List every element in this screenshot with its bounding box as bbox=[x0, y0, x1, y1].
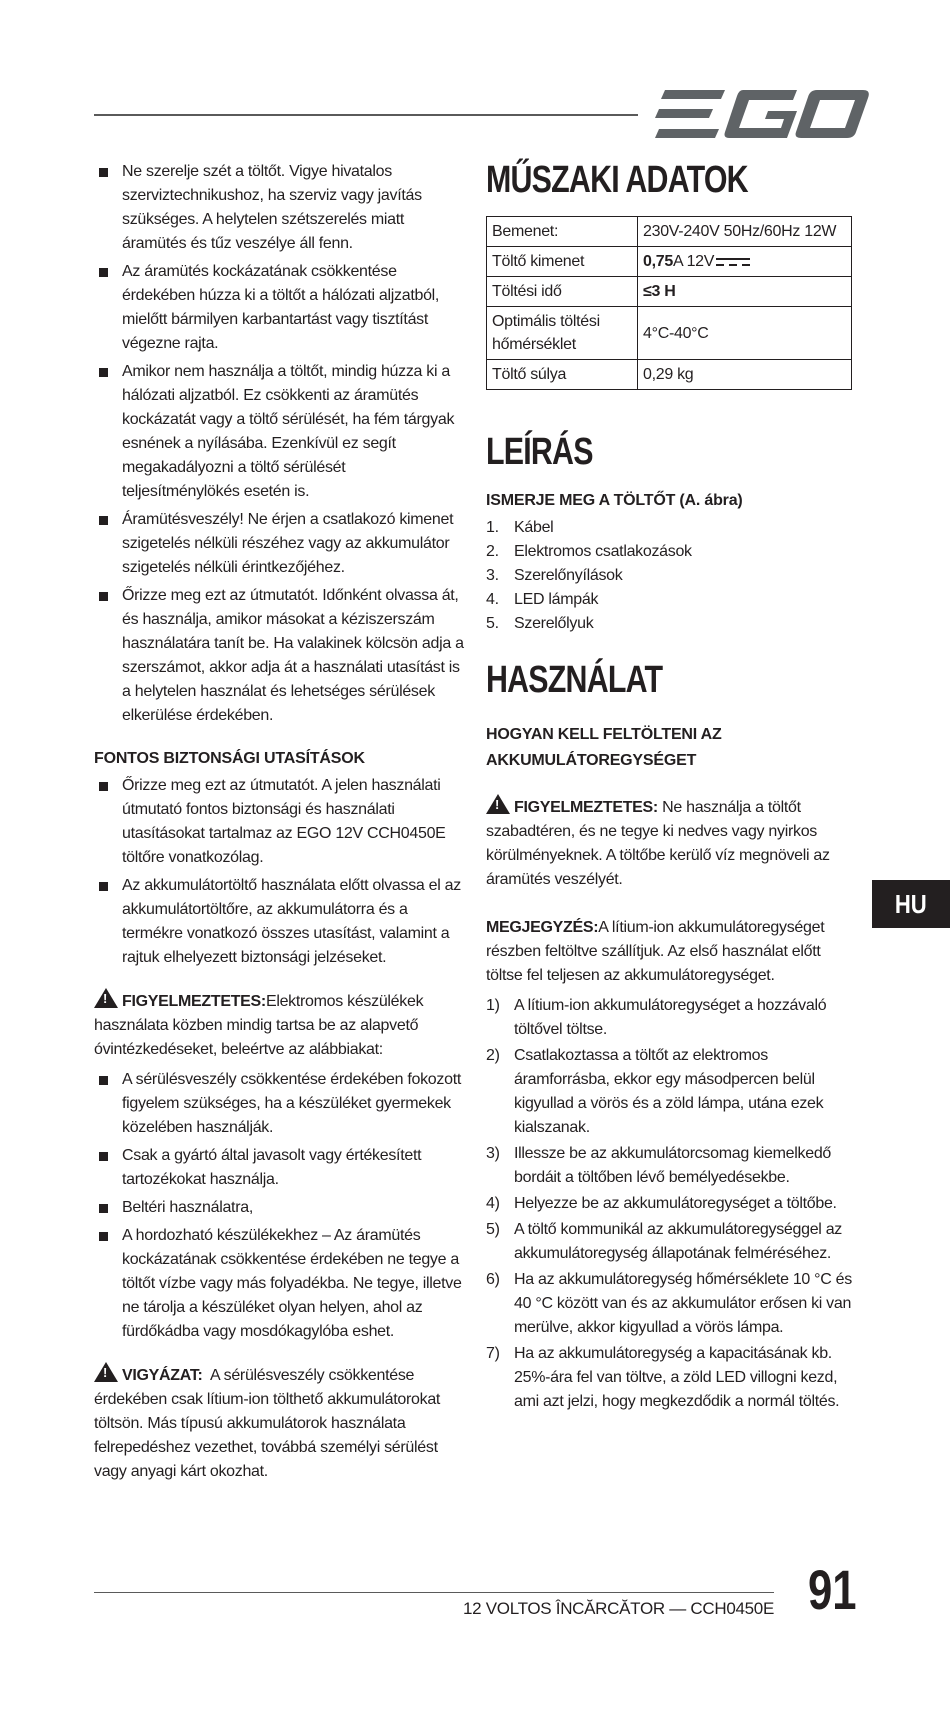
item-text: A töltő kommunikál az akkumulátoregységgel az akkumulátoregység állapotának felméréséhez. bbox=[514, 1221, 843, 1262]
item-text: Szerelőlyuk bbox=[514, 615, 594, 632]
note-label: MEGJEGYZÉS: bbox=[486, 919, 599, 936]
item-text: A lítium-ion akkumulátoregységet a hozzávaló töltővel töltse. bbox=[514, 997, 827, 1038]
spec-value: 230V-240V 50Hz/60Hz 12W bbox=[638, 217, 852, 247]
spec-value: 4°C-40°C bbox=[638, 307, 852, 360]
warning-text: Ne használja a töltőt szabadtéren, és ne tegye ki nedves vagy nyirkos körülményeknek. A töltőbe kerülő víz megnöveli az áramütés veszélyét. bbox=[486, 799, 830, 888]
bullet-item: Amikor nem használja a töltőt, mindig húzza ki a hálózati aljzatból. Ez csökkenti az áramütés kockázatát vagy a töltő sérülését, ha fém tárgyak esnének a nyílásába. Ezenkívül ez segít megakadályozni a töltő sérülését teljesítménylökés esetén is. bbox=[94, 360, 464, 504]
bullet-item: Őrizze meg ezt az útmutatót. Időnként olvassa át, és használja, amikor másokat a kéziszerszám használatára tanít be. Ha valakinek kölcsön adja a szerszámot, akkor adja át a használati utasítást is a helytelen használat és lehetséges sérülések elkerülése érdekében. bbox=[94, 584, 464, 728]
numbered-item bbox=[486, 1192, 856, 1216]
numbered-item bbox=[486, 540, 856, 564]
item-number: 2) bbox=[486, 1047, 500, 1064]
bullet-item: A hordozható készülékekhez – Az áramütés kockázatának csökkentése érdekében ne tegye a töltőt vízbe vagy más folyadékba. Ne tegye, illetve ne tárolja a készüléket olyan helyen, ahol az fürdőkádba vagy mosdókagylóba eshet. bbox=[94, 1224, 464, 1344]
numbered-item bbox=[486, 1218, 856, 1266]
specs-title: MŰSZAKI ADATOK bbox=[486, 159, 748, 201]
spec-key: Optimális töltési hőmérséklet bbox=[487, 307, 638, 360]
warning-paragraph bbox=[94, 988, 464, 1062]
dc-symbol-icon bbox=[716, 256, 750, 268]
caution-icon bbox=[94, 1362, 118, 1382]
spec-value bbox=[638, 247, 852, 277]
numbered-item bbox=[486, 564, 856, 588]
bullet-item: A sérülésveszély csökkentése érdekében fokozott figyelem szükséges, ha a készüléket gyermekek közelében használják. bbox=[94, 1068, 464, 1140]
item-text: Csatlakoztassa a töltőt az elektromos áramforrásba, ekkor egy másodpercen belül kigyullad a vörös és a zöld lámpa, utána ezek kialszanak. bbox=[514, 1047, 824, 1136]
spec-value-text: A 12V bbox=[672, 253, 715, 270]
bullet-item: Áramütésveszély! Ne érjen a csatlakozó kimenet szigetelés nélküli részéhez vagy az akkumulátor szigetelés nélküli érintkezőjéhez. bbox=[94, 508, 464, 580]
spec-key: Töltő súlya bbox=[487, 360, 638, 390]
item-number: 1. bbox=[486, 519, 499, 536]
ego-logo bbox=[655, 88, 870, 140]
item-number: 6) bbox=[486, 1271, 500, 1288]
numbered-item bbox=[486, 1142, 856, 1190]
right-column bbox=[486, 158, 856, 1416]
precaution-bullets bbox=[94, 1068, 464, 1344]
usage-title: HASZNÁLAT bbox=[486, 659, 663, 701]
usage-warning bbox=[486, 794, 856, 892]
item-text: Helyezze be az akkumulátoregységet a töltőbe. bbox=[514, 1195, 837, 1212]
header-rule bbox=[94, 114, 638, 116]
bullet-item: Az akkumulátortöltő használata előtt olvassa el az akkumulátortöltőre, az akkumulátorra és a termékre vonatkozó összes utasítást, valamint a rajtuk elhelyezett biztonsági jelzéseket. bbox=[94, 874, 464, 970]
note-paragraph bbox=[486, 916, 856, 988]
caution-label: VIGYÁZAT: bbox=[122, 1367, 203, 1384]
bullet-item: Őrizze meg ezt az útmutatót. A jelen használati útmutató fontos biztonsági és használati utasításokat tartalmaz az EGO 12V CCH0450E töltőre vonatkozólag. bbox=[94, 774, 464, 870]
item-number: 4) bbox=[486, 1195, 500, 1212]
numbered-item bbox=[486, 516, 856, 540]
item-text: Elektromos csatlakozások bbox=[514, 543, 692, 560]
spec-value-bold: 0,75 bbox=[643, 253, 673, 270]
item-number: 3) bbox=[486, 1145, 500, 1162]
spec-key: Töltő kimenet bbox=[487, 247, 638, 277]
specs-table bbox=[486, 216, 852, 390]
spec-row bbox=[487, 307, 852, 360]
item-number: 1) bbox=[486, 997, 500, 1014]
numbered-item bbox=[486, 612, 856, 636]
item-text: Szerelőnyílások bbox=[514, 567, 623, 584]
language-tab bbox=[872, 880, 950, 928]
spec-row bbox=[487, 217, 852, 247]
numbered-item bbox=[486, 1342, 856, 1414]
description-title: LEÍRÁS bbox=[486, 431, 593, 473]
footer-text: 12 VOLTOS ÎNCĂRCĂTOR — CCH0450E bbox=[463, 1599, 774, 1618]
spec-row bbox=[487, 247, 852, 277]
instruction-bullets bbox=[94, 774, 464, 970]
item-number: 5) bbox=[486, 1221, 500, 1238]
safety-heading: FONTOS BIZTONSÁGI UTASÍTÁSOK bbox=[94, 750, 365, 767]
caution-paragraph bbox=[94, 1362, 464, 1484]
item-text: Kábel bbox=[514, 519, 554, 536]
spec-key: Bemenet: bbox=[487, 217, 638, 247]
usage-subtitle: HOGYAN KELL FELTÖLTENI AZ AKKUMULÁTOREGYSÉGET bbox=[486, 726, 722, 769]
footer-rule bbox=[94, 1592, 774, 1593]
spec-value: ≤3 H bbox=[638, 277, 852, 307]
left-column bbox=[94, 160, 464, 1490]
warning-icon bbox=[94, 988, 118, 1008]
bullet-item: Csak a gyártó által javasolt vagy értékesített tartozékokat használja. bbox=[94, 1144, 464, 1192]
description-subtitle: ISMERJE MEG A TÖLTŐT (A. ábra) bbox=[486, 492, 743, 509]
charging-steps bbox=[486, 994, 856, 1414]
bullet-item: Az áramütés kockázatának csökkentése érdekében húzza ki a töltőt a hálózati aljzatból, mielőtt bármilyen karbantartást vagy tisztítást végezne rajta. bbox=[94, 260, 464, 356]
spec-value: 0,29 kg bbox=[638, 360, 852, 390]
bullet-item: Ne szerelje szét a töltőt. Vigye hivatalos szerviztechnikushoz, ha szerviz vagy javítás szükséges. A helytelen szétszerelés miatt áramütés és tűz veszélye áll fenn. bbox=[94, 160, 464, 256]
item-text: Ha az akkumulátoregység hőmérséklete 10 °C és 40 °C között van és az akkumulátor erősen ki van merülve, akkor kigyullad a vörös lámpa. bbox=[514, 1271, 852, 1336]
bullet-item: Beltéri használatra, bbox=[94, 1196, 464, 1220]
warning-label: FIGYELMEZTETES: bbox=[514, 799, 658, 816]
item-text: LED lámpák bbox=[514, 591, 599, 608]
item-text: Illessze be az akkumulátorcsomag kiemelkedő bordáit a töltőben lévő bemélyedésekbe. bbox=[514, 1145, 832, 1186]
warning-text: Elektromos készülékek használata közben mindig tartsa be az alapvető óvintézkedéseket, beleértve az alábbiakat: bbox=[94, 993, 424, 1058]
numbered-item bbox=[486, 588, 856, 612]
page-number: 91 bbox=[808, 1558, 857, 1621]
numbered-item bbox=[486, 1268, 856, 1340]
caution-text: A sérülésveszély csökkentése érdekében csak lítium-ion tölthető akkumulátorokat töltsön. Más típusú akkumulátorok használata felrepedéshez vezethet, továbbá személyi sérülést vagy anyagi kárt okozhat. bbox=[94, 1367, 441, 1480]
spec-row bbox=[487, 277, 852, 307]
language-tab-label: HU bbox=[895, 889, 927, 919]
item-number: 3. bbox=[486, 567, 499, 584]
numbered-item bbox=[486, 994, 856, 1042]
safety-bullets bbox=[94, 160, 464, 728]
item-text: Ha az akkumulátoregység a kapacitásának kb. 25%-ára fel van töltve, a zöld LED villogni kezd, ami azt jelzi, hogy megkezdődik a normál töltés. bbox=[514, 1345, 840, 1410]
item-number: 7) bbox=[486, 1345, 500, 1362]
warning-icon bbox=[486, 794, 510, 814]
item-number: 4. bbox=[486, 591, 499, 608]
numbered-item bbox=[486, 1044, 856, 1140]
parts-list bbox=[486, 516, 856, 636]
note-text: A lítium-ion akkumulátoregységet részben feltöltve szállítjuk. Az első használat előtt töltse fel teljesen az akkumulátoregységet. bbox=[486, 919, 825, 984]
warning-label: FIGYELMEZTETES: bbox=[122, 993, 266, 1010]
item-number: 2. bbox=[486, 543, 499, 560]
item-number: 5. bbox=[486, 615, 499, 632]
spec-row bbox=[487, 360, 852, 390]
spec-key: Töltési idő bbox=[487, 277, 638, 307]
